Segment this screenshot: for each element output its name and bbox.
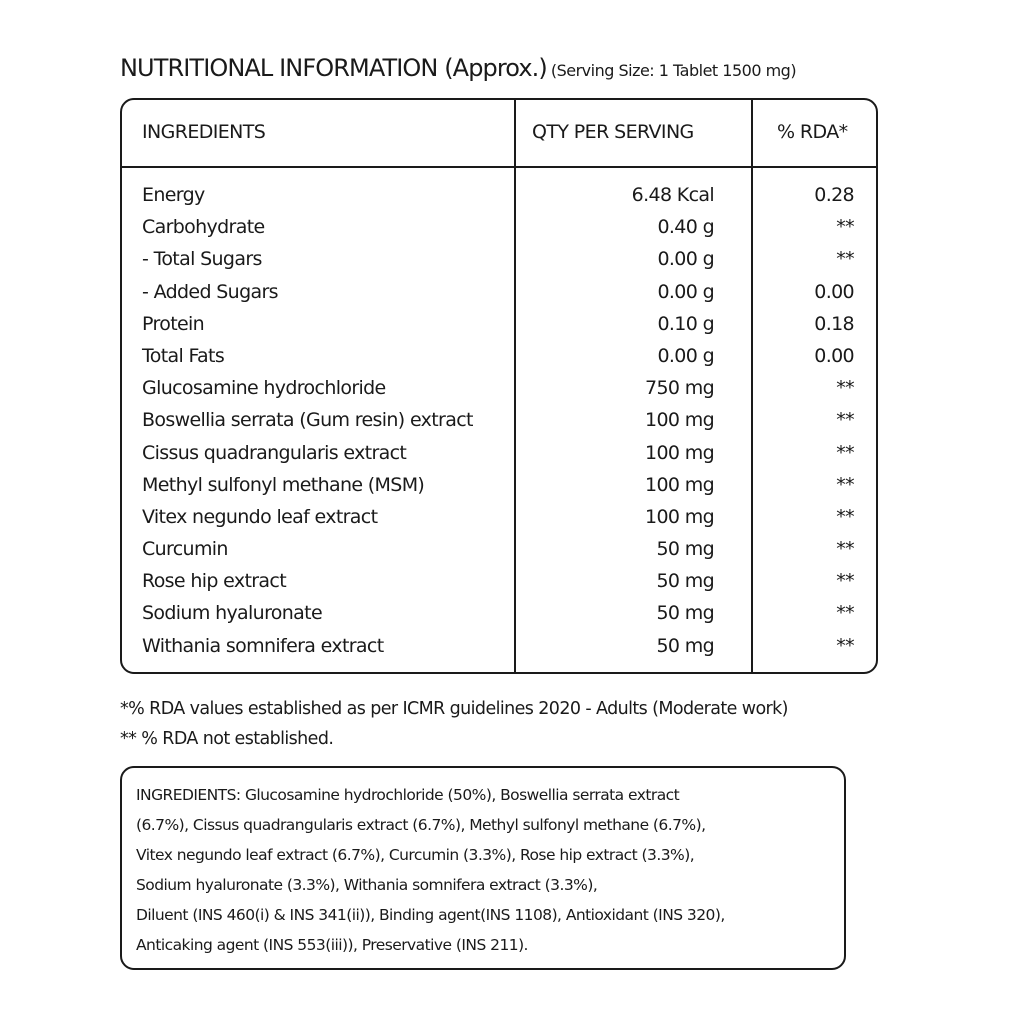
ingredient-qty: 0.40 g <box>657 216 714 239</box>
header-divider <box>122 166 876 168</box>
ingredient-name: Carbohydrate <box>142 216 265 239</box>
ingredient-name: Energy <box>142 184 205 206</box>
ingredient-qty: 0.00 g <box>657 248 714 271</box>
ingredient-qty: 50 mg <box>656 634 714 657</box>
ingredients-line: Vitex negundo leaf extract (6.7%), Curcumin (3.3%), Rose hip extract (3.3%), <box>136 846 695 864</box>
ingredient-name: Methyl sulfonyl methane (MSM) <box>142 473 425 496</box>
table-row <box>122 341 876 373</box>
ingredient-rda: ** <box>836 473 854 496</box>
ingredients-line: Anticaking agent (INS 553(iii)), Preservative (INS 211). <box>136 936 528 954</box>
footnotes <box>120 694 788 754</box>
ingredient-qty: 0.00 g <box>657 344 714 367</box>
ingredient-qty: 0.10 g <box>657 312 714 335</box>
ingredient-rda: ** <box>836 634 854 657</box>
rda-footnote: *% RDA values established as per ICMR guidelines 2020 - Adults (Moderate work) <box>120 699 788 719</box>
table-row <box>122 373 876 405</box>
ingredient-name: Cissus quadrangularis extract <box>142 441 407 464</box>
ingredient-name: Sodium hyaluronate <box>142 602 323 625</box>
table-row <box>122 438 876 470</box>
header-rda: % RDA* <box>777 121 848 143</box>
ingredient-rda: ** <box>836 248 854 271</box>
table-row <box>122 405 876 437</box>
ingredient-name: Boswellia serrata (Gum resin) extract <box>142 409 473 432</box>
header-qty-per-serving: QTY PER SERVING <box>532 121 694 143</box>
ingredient-qty: 100 mg <box>645 409 714 432</box>
ingredient-qty: 100 mg <box>645 473 714 496</box>
table-row <box>122 180 876 212</box>
ingredient-rda: ** <box>836 409 854 432</box>
table-row <box>122 277 876 309</box>
table-row <box>122 212 876 244</box>
ingredient-qty: 100 mg <box>645 441 714 464</box>
rda-not-established-footnote: ** % RDA not established. <box>120 729 334 749</box>
ingredient-qty: 50 mg <box>656 570 714 593</box>
ingredients-line: Diluent (INS 460(i) & INS 341(ii)), Binding agent(INS 1108), Antioxidant (INS 320), <box>136 906 725 924</box>
ingredient-qty: 50 mg <box>656 538 714 561</box>
header-ingredients: INGREDIENTS <box>142 121 266 143</box>
ingredient-name: Withania somnifera extract <box>142 634 384 657</box>
ingredient-name: - Added Sugars <box>142 280 278 303</box>
table-row <box>122 244 876 276</box>
title-main: NUTRITIONAL INFORMATION (Approx.) <box>120 54 547 82</box>
ingredient-qty: 50 mg <box>656 602 714 625</box>
nutrition-table <box>120 98 878 674</box>
ingredient-name: Curcumin <box>142 538 228 561</box>
table-row <box>122 631 876 663</box>
ingredient-rda: ** <box>836 441 854 464</box>
ingredient-qty: 6.48 Kcal <box>631 184 714 206</box>
ingredient-name: Protein <box>142 312 205 335</box>
ingredient-rda: ** <box>836 538 854 561</box>
ingredient-qty: 0.00 g <box>657 280 714 303</box>
ingredient-name: Vitex negundo leaf extract <box>142 505 378 528</box>
ingredient-name: Glucosamine hydrochloride <box>142 377 386 400</box>
table-row <box>122 566 876 598</box>
ingredient-rda: ** <box>836 602 854 625</box>
table-row <box>122 534 876 566</box>
table-row <box>122 309 876 341</box>
ingredient-rda: ** <box>836 570 854 593</box>
ingredients-line: INGREDIENTS: Glucosamine hydrochloride (50%), Boswellia serrata extract <box>136 786 680 804</box>
table-body <box>122 180 876 663</box>
ingredient-name: Rose hip extract <box>142 570 287 593</box>
ingredient-rda: 0.00 <box>814 280 854 303</box>
ingredients-line: Sodium hyaluronate (3.3%), Withania somnifera extract (3.3%), <box>136 876 598 894</box>
ingredient-name: Total Fats <box>142 344 225 367</box>
ingredient-qty: 750 mg <box>645 377 714 400</box>
ingredients-line: (6.7%), Cissus quadrangularis extract (6.7%), Methyl sulfonyl methane (6.7%), <box>136 816 706 834</box>
ingredient-rda: ** <box>836 216 854 239</box>
ingredients-box <box>120 766 846 970</box>
table-row <box>122 598 876 630</box>
ingredient-name: - Total Sugars <box>142 248 262 271</box>
ingredient-qty: 100 mg <box>645 505 714 528</box>
serving-size: (Serving Size: 1 Tablet 1500 mg) <box>550 61 797 80</box>
ingredient-rda: ** <box>836 377 854 400</box>
table-row <box>122 502 876 534</box>
ingredient-rda: ** <box>836 505 854 528</box>
ingredient-rda: 0.00 <box>814 344 854 367</box>
ingredient-rda: 0.28 <box>814 184 854 206</box>
table-row <box>122 470 876 502</box>
ingredient-rda: 0.18 <box>814 312 854 335</box>
page-title <box>120 52 796 87</box>
